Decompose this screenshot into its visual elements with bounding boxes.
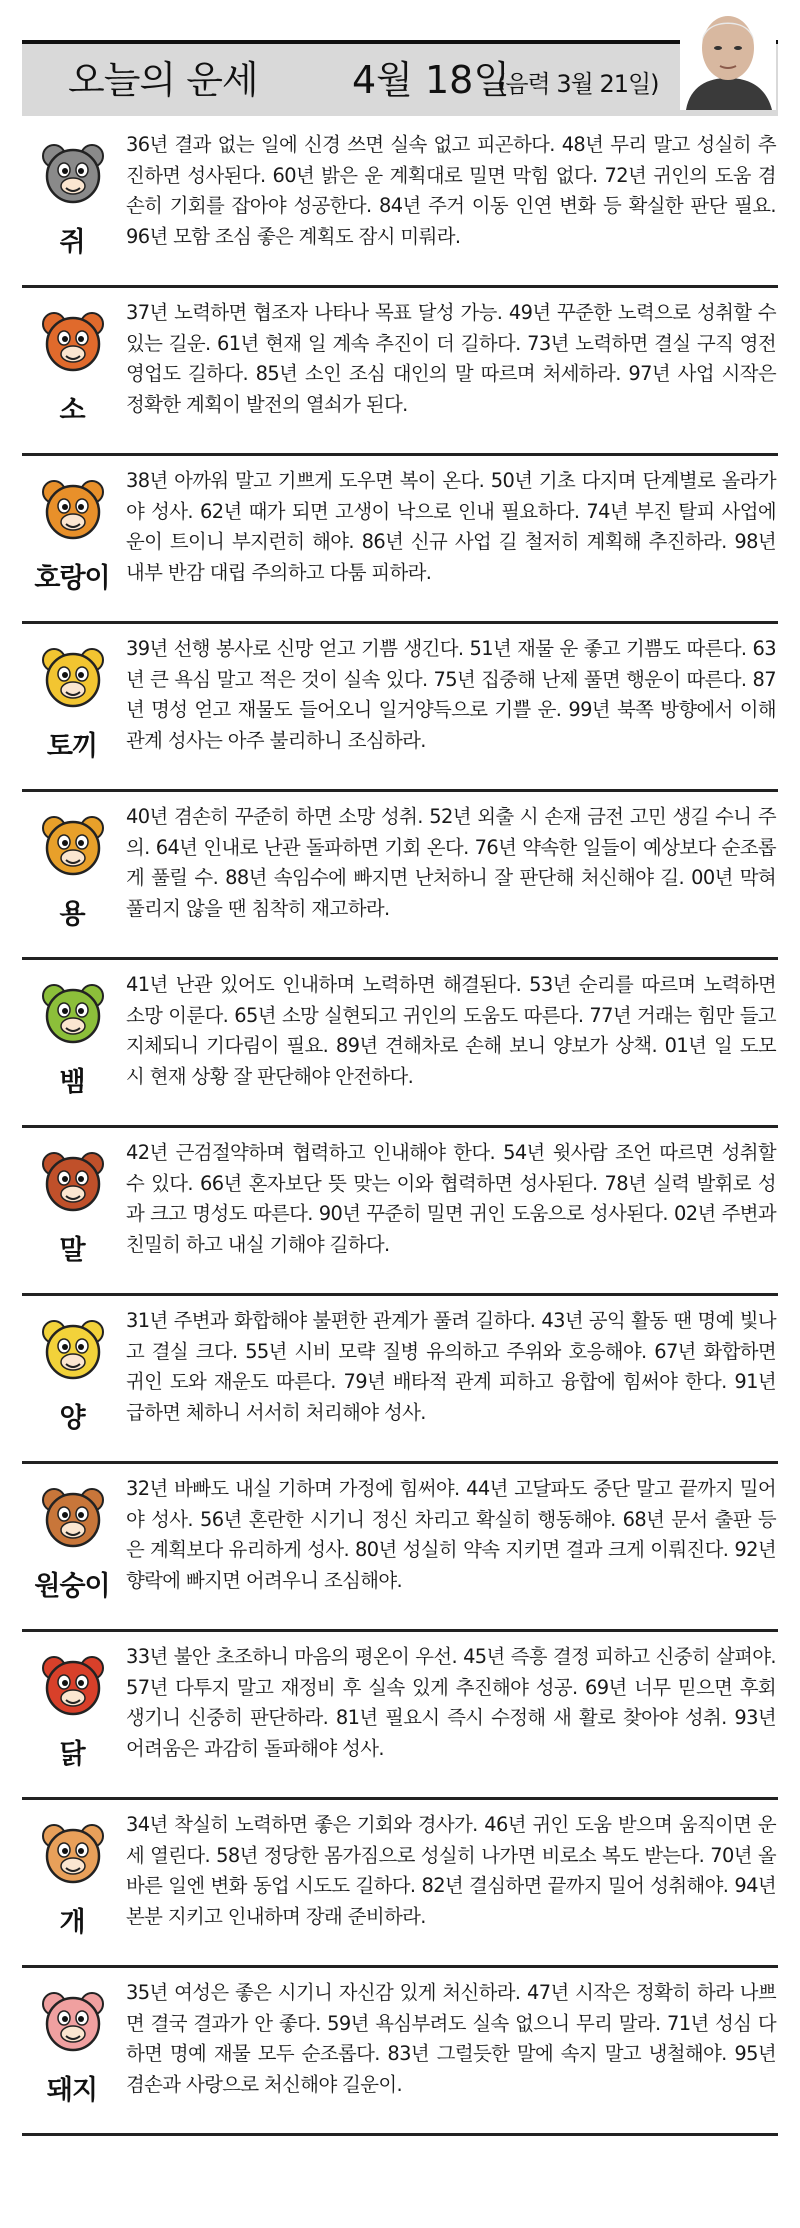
animal-name: 소: [59, 395, 85, 426]
fortune-text: 36년 결과 없는 일에 신경 쓰면 실속 없고 피곤하다. 48년 무리 말고 성실히 추진하면 성사된다. 60년 밝은 운 계획대로 밀면 막힘 없다. 72년 귀인의 도움 겸손히 기회를 잡아야 성공한다. 84년 주거 이동 인연 변화 등 확실한 판단 필요. 96년 모함 조심 좋은 계획도 잠시 미뤄라.: [126, 133, 776, 248]
animal-column: [22, 1128, 122, 1293]
fortune-text: 33년 불안 초조하니 마음의 평온이 우선. 45년 즉흥 결정 피하고 신중히 살펴야. 57년 다투지 말고 재정비 후 실속 있게 추진해야 성공. 69년 너무 믿으면 후회 생기니 신중히 판단하라. 81년 필요시 즉시 수정해 새 활로 찾아야 성취. 93년 어려움은 과감히 돌파해야 성사.: [126, 1645, 777, 1760]
fortune-text: 41년 난관 있어도 인내하며 노력하면 해결된다. 53년 순리를 따르며 노력하면 소망 이룬다. 65년 소망 실현되고 귀인의 도움도 따른다. 77년 거래는 힘만 들고 지체되니 기다림이 필요. 89년 견해차로 손해 보니 양보가 상책. 01년 일 도모 시 현재 상황 잘 판단해야 안전하다.: [126, 973, 777, 1088]
fortune-row: [22, 1800, 778, 1968]
fortune-text: 35년 여성은 좋은 시기니 자신감 있게 처신하라. 47년 시작은 정확히 하라 나쁘면 결국 결과가 안 좋다. 59년 욕심부려도 실속 없으니 무리 말라. 71년 성심 다하면 명예 재물 모두 순조롭다. 83년 그럴듯한 말에 속지 말고 냉철해야. 95년 겸손과 사랑으로 처신해야 길운이.: [126, 1981, 777, 2096]
fortune-text: 31년 주변과 화합해야 불편한 관계가 풀려 길하다. 43년 공익 활동 땐 명예 빛나고 결실 크다. 55년 시비 모략 질병 유의하고 주위와 호응해야. 67년 화합하면 귀인 도와 재운도 따른다. 79년 배타적 관계 피하고 융합에 힘써야 한다. 91년 급하면 체하니 서서히 처리해야 성사.: [126, 1309, 776, 1424]
animal-column: [22, 792, 122, 957]
fortune-row: [22, 960, 778, 1128]
animal-name: 원숭이: [34, 1571, 110, 1602]
header-lunar-date: (음력 3월 21일): [497, 70, 659, 98]
fortune-row: [22, 792, 778, 960]
fortune-row: [22, 624, 778, 792]
fortune-row: [22, 1968, 778, 2136]
rabbit-icon: [40, 642, 106, 712]
pig-icon: [40, 1986, 106, 2056]
fortune-text: 34년 착실히 노력하면 좋은 기회와 경사가. 46년 귀인 도움 받으며 움직이면 운세 열린다. 58년 정당한 몸가짐으로 성실히 나가면 비로소 복도 받는다. 70년 올바른 일엔 변화 동업 시도도 길하다. 82년 결심하면 끝까지 밀어 성취해야. 94년 본분 지키고 인내하며 장래 준비하라.: [126, 1813, 776, 1928]
fortune-list: [22, 120, 778, 2136]
fortune-text: 32년 바빠도 내실 기하며 가정에 힘써야. 44년 고달파도 중단 말고 끝까지 밀어야 성사. 56년 혼란한 시기니 정신 차리고 확실히 행동해야. 68년 문서 출판 등은 계획보다 유리하게 성사. 80년 성실히 약속 지키면 결과 크게 이뤄진다. 92년 향락에 빠지면 어려우니 조심해야.: [126, 1477, 776, 1592]
author-portrait-icon: [680, 2, 776, 110]
header-bar: [22, 40, 778, 116]
dragon-icon: [40, 810, 106, 880]
animal-name: 뱀: [59, 1067, 85, 1098]
sheep-icon: [40, 1314, 106, 1384]
animal-name: 호랑이: [34, 563, 110, 594]
fortune-text: 40년 겸손히 꾸준히 하면 소망 성취. 52년 외출 시 손재 금전 고민 생길 수니 주의. 64년 인내로 난관 돌파하면 기회 온다. 76년 약속한 일들이 예상보다 순조롭게 풀릴 수. 88년 속임수에 빠지면 난처하니 잘 판단해 처신해야 길. 00년 막혀 풀리지 않을 땐 침착히 재고하라.: [126, 805, 776, 920]
monkey-icon: [40, 1482, 106, 1552]
dog-icon: [40, 1818, 106, 1888]
fortune-row: [22, 288, 778, 456]
animal-column: [22, 1968, 122, 2133]
fortune-row: [22, 120, 778, 288]
animal-name: 말: [59, 1235, 85, 1266]
animal-column: [22, 1800, 122, 1965]
animal-column: [22, 624, 122, 789]
rat-icon: [40, 138, 106, 208]
animal-column: [22, 120, 122, 285]
animal-name: 토끼: [46, 731, 98, 762]
animal-name: 용: [59, 899, 85, 930]
animal-column: [22, 1296, 122, 1461]
header-date: 4월 18일: [352, 58, 511, 102]
tiger-icon: [40, 474, 106, 544]
ox-icon: [40, 306, 106, 376]
fortune-row: [22, 1632, 778, 1800]
animal-name: 양: [59, 1403, 85, 1434]
page-title: 오늘의 운세: [68, 58, 258, 102]
snake-icon: [40, 978, 106, 1048]
fortune-row: [22, 1464, 778, 1632]
animal-column: [22, 960, 122, 1125]
rooster-icon: [40, 1650, 106, 1720]
animal-name: 닭: [59, 1739, 85, 1770]
fortune-text: 37년 노력하면 협조자 나타나 목표 달성 가능. 49년 꾸준한 노력으로 성취할 수 있는 길운. 61년 현재 일 계속 추진이 더 길하다. 73년 노력하면 결실 구직 영전 영업도 길하다. 85년 소인 조심 대인의 말 따르며 처세하라. 97년 사업 시작은 정확한 계획이 발전의 열쇠가 된다.: [126, 301, 777, 416]
animal-column: [22, 288, 122, 453]
animal-column: [22, 1632, 122, 1797]
horse-icon: [40, 1146, 106, 1216]
fortune-text: 38년 아까워 말고 기쁘게 도우면 복이 온다. 50년 기초 다지며 단계별로 올라가야 성사. 62년 때가 되면 고생이 낙으로 인내 필요하다. 74년 부진 탈피 사업에 운이 트이니 부지런히 해야. 86년 신규 사업 길 철저히 계획해 추진하라. 98년 내부 반감 대립 주의하고 다툼 피하라.: [126, 469, 777, 584]
fortune-text: 39년 선행 봉사로 신망 얻고 기쁨 생긴다. 51년 재물 운 좋고 기쁨도 따른다. 63년 큰 욕심 말고 적은 것이 실속 있다. 75년 집중해 난제 풀면 행운이 따른다. 87년 명성 얻고 재물도 들어오니 일거양득으로 기쁠 운. 99년 북쪽 방향에서 이해관계 성사는 아주 불리하니 조심하라.: [126, 637, 776, 752]
fortune-row: [22, 456, 778, 624]
animal-column: [22, 456, 122, 621]
animal-column: [22, 1464, 122, 1629]
animal-name: 돼지: [46, 2075, 98, 2106]
fortune-text: 42년 근검절약하며 협력하고 인내해야 한다. 54년 윗사람 조언 따르면 성취할 수 있다. 66년 혼자보단 뜻 맞는 이와 협력하면 성사된다. 78년 실력 발휘로 성과 크고 명성도 따른다. 90년 꾸준히 밀면 귀인 도움으로 성사된다. 02년 주변과 친밀히 하고 내실 기해야 길하다.: [126, 1141, 776, 1256]
animal-name: 개: [59, 1907, 85, 1938]
fortune-row: [22, 1128, 778, 1296]
fortune-row: [22, 1296, 778, 1464]
animal-name: 쥐: [59, 227, 85, 258]
